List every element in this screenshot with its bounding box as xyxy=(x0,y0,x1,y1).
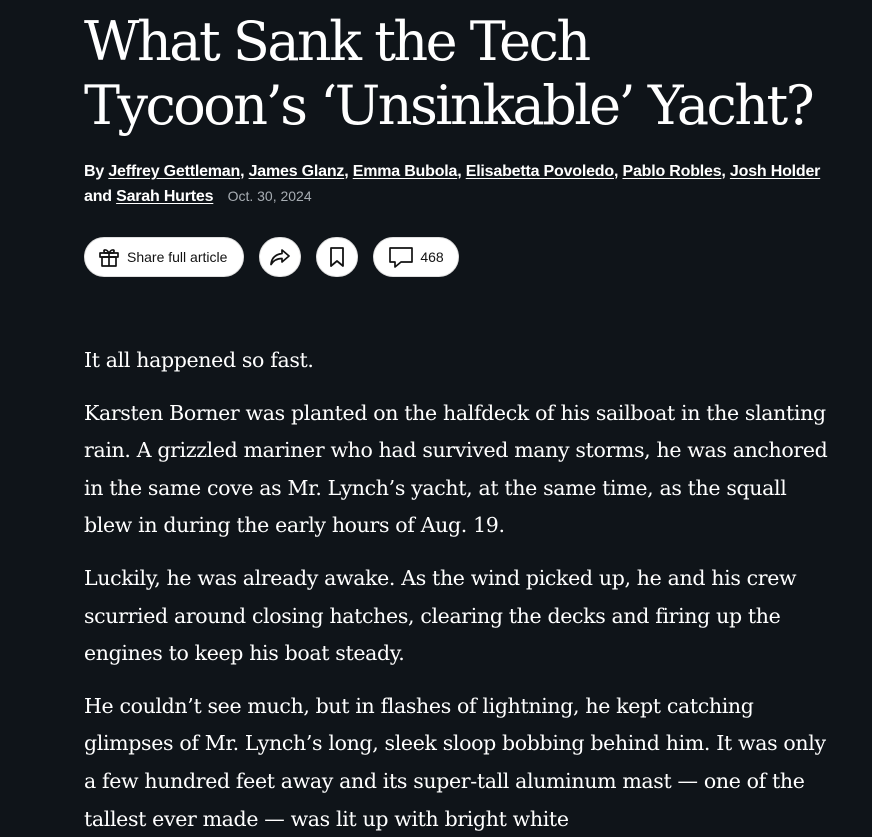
author-link[interactable]: Jeffrey Gettleman xyxy=(108,163,241,180)
paragraph: Karsten Borner was planted on the halfdeck of his sailboat in the slanting rain. A grizzled mariner who had survived many storms, he was anchored in the same cove as Mr. Lynch’s yacht, at the same time, as the squall blew in during the early hours of Aug. 19. xyxy=(84,400,828,538)
comment-count: 468 xyxy=(420,249,444,265)
author-link[interactable]: Sarah Hurtes xyxy=(116,188,214,205)
author-link[interactable]: Emma Bubola xyxy=(352,163,458,180)
share-full-article-button[interactable] xyxy=(84,237,244,277)
article-toolbar xyxy=(84,237,836,279)
author-link[interactable]: Pablo Robles xyxy=(622,163,722,180)
headline: What Sank the Tech Tycoon’s ‘Unsinkable’ Yacht? xyxy=(84,10,813,137)
paragraph: It all happened so fast. xyxy=(84,348,314,372)
paragraph: He couldn’t see much, but in flashes of lightning, he kept catching glimpses of Mr. Lynch’s long, sleek sloop bobbing behind him. It was only a few hundred feet away and its super-tall aluminum mast — one of the tallest ever made — was lit up with bright white xyxy=(84,693,826,831)
bookmark-icon xyxy=(327,246,347,268)
gift-icon xyxy=(97,245,121,269)
author-link[interactable]: Josh Holder xyxy=(729,163,821,180)
byline: By Jeffrey Gettleman, James Glanz, Emma Bubola, Elisabetta Povoledo, Pablo Robles, Josh Holder and Sarah Hurtes Oct. 30, 2024 xyxy=(84,163,821,205)
share-arrow-icon xyxy=(268,245,292,269)
author-link[interactable]: James Glanz xyxy=(248,163,345,180)
save-article-button[interactable] xyxy=(316,237,358,277)
publish-date: Oct. 30, 2024 xyxy=(227,188,312,204)
share-button[interactable] xyxy=(259,237,301,277)
author-link[interactable]: Elisabetta Povoledo xyxy=(465,163,614,180)
byline-prefix: By xyxy=(84,163,105,180)
comments-button[interactable] xyxy=(373,237,459,277)
share-full-article-label: Share full article xyxy=(127,249,228,265)
byline-conjunction: and xyxy=(84,188,112,205)
comment-bubble-icon xyxy=(388,245,414,269)
article-body xyxy=(84,342,836,837)
article-header xyxy=(84,0,836,279)
paragraph: Luckily, he was already awake. As the wind picked up, he and his crew scurried around closing hatches, clearing the decks and firing up the engines to keep his boat steady. xyxy=(84,565,797,666)
